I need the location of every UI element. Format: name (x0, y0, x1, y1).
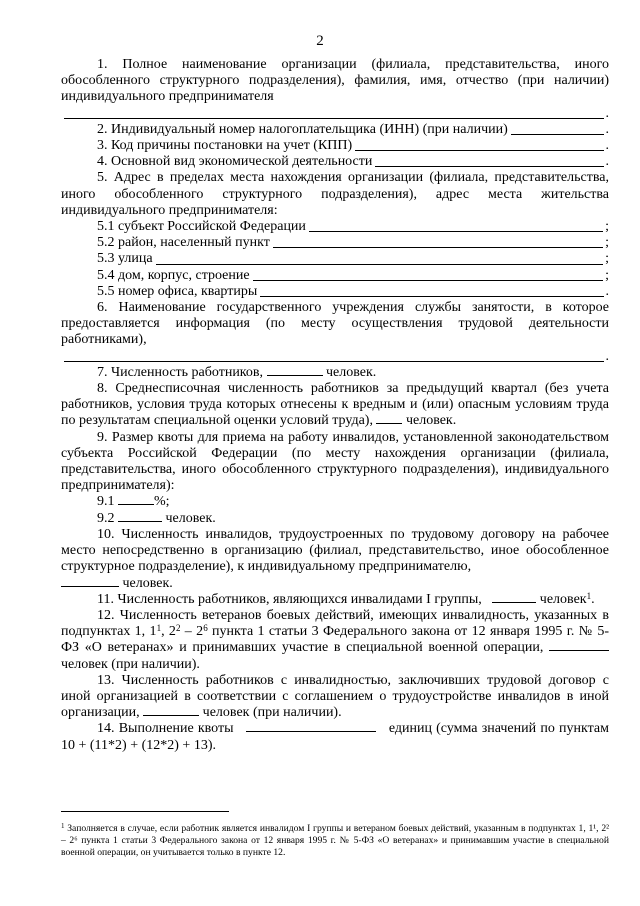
item-13-unit: человек (при наличии). (202, 705, 342, 721)
footnote-text: Заполняется в случае, если работник является инвалидом I группы и ветераном боевых действий, указанным в подпунктах 1, 1¹, 2² – 2⁶ пункта 1 статьи 3 Федерального закона от 12 января 1995 г. № 5-ФЗ «О ветеранах» и принимавшим участие в специальной военной операции, он учитывается только в пункте 12. (61, 823, 609, 858)
item-2-blank[interactable] (511, 133, 604, 135)
item-9-1-blank[interactable] (118, 503, 154, 505)
item-10-text: 10. Численность инвалидов, трудоустроенных по трудовому договору на рабочее место непосредственно в организацию (филиал, представительство, иное обособленное структурное подразделение), к индивидуальному предпринимателю, (61, 526, 609, 575)
item-9 (61, 430, 609, 495)
item-7-text: 7. Численность работников, (97, 364, 264, 380)
item-5-1: 5.1 субъект Российской Федерации ; (97, 219, 609, 235)
item-5-5: 5.5 номер офиса, квартиры . (97, 283, 609, 299)
item-5-3-blank[interactable] (156, 263, 604, 265)
item-12-unit: человек (при наличии). (61, 656, 200, 672)
item-6-text: 6. Наименование государственного учреждения службы занятости, в которое предоставляется информация (по месту осуществления трудовой деятельности работниками), (61, 300, 609, 348)
item-12-text-b: , 2 (161, 624, 176, 640)
item-5-3: 5.3 улица ; (97, 251, 609, 267)
item-14-blank[interactable] (246, 730, 376, 732)
form-body (61, 57, 609, 754)
item-12-text-c: – 2 (180, 624, 204, 640)
item-1-text: 1. Полное наименование организации (филиала, представительства, иного обособленного структурного подразделения), фамилия, имя, отчество (при наличии) индивидуального предпринимателя (61, 57, 609, 105)
item-9-2-label: 9.2 (97, 510, 115, 526)
item-12-sup-3: 6 (203, 623, 208, 634)
item-1-blank[interactable] (64, 117, 604, 119)
item-2: 2. Индивидуальный номер налогоплательщика (ИНН) (при наличии) . (97, 121, 609, 137)
item-14-text: 14. Выполнение квоты (97, 721, 234, 737)
item-3: 3. Код причины постановки на учет (КПП) . (97, 138, 609, 154)
footnote (61, 820, 609, 859)
item-5-1-blank[interactable] (309, 230, 603, 232)
item-10-unit: человек. (122, 575, 173, 591)
item-5-5-label: 5.5 номер офиса, квартиры (97, 283, 258, 299)
item-13 (61, 673, 609, 722)
item-12-sup-2: 2 (175, 623, 181, 634)
item-5-2: 5.2 район, населенный пункт ; (97, 235, 609, 251)
item-8 (61, 381, 609, 430)
item-12-text-d: пункта 1 статьи 3 Федерального закона от 12 января 1995 г. № 5-ФЗ «О ветеранах» и принимавших участие в специальной военной операции, (61, 624, 609, 656)
item-5-text: 5. Адрес в пределах места нахождения организации (филиала, представительства, иного обособленного структурного подразделения), адрес места жительства индивидуального предпринимателя: (61, 170, 609, 218)
item-10-blank[interactable] (61, 585, 119, 587)
item-3-blank[interactable] (355, 149, 603, 151)
item-11-unit: человек (539, 591, 587, 607)
item-8-unit: человек. (405, 413, 457, 429)
item-12-sup-1: 1 (156, 623, 162, 634)
item-12-text-a: 12. Численность ветеранов боевых действий, имеющих инвалидность, указанных в подпунктах 1, 1 (61, 607, 609, 640)
footnote-ref[interactable]: 1 (586, 590, 592, 601)
item-11-blank[interactable] (492, 601, 536, 603)
item-13-blank[interactable] (143, 714, 199, 716)
footnote-mark: 1 (61, 822, 65, 830)
item-4: 4. Основной вид экономической деятельности . (97, 154, 609, 170)
item-6-answer-line: . (61, 349, 609, 365)
item-6-blank[interactable] (64, 360, 604, 362)
item-5-2-blank[interactable] (273, 246, 603, 248)
item-4-blank[interactable] (375, 165, 603, 167)
item-7-unit: человек. (326, 364, 377, 380)
item-9-1-label: 9.1 (97, 494, 115, 510)
page-number: 2 (316, 33, 324, 49)
item-5 (61, 170, 609, 219)
item-14-unit: единиц (сумма значений по пунктам 10 + (11*2) + (12*2) + 13). (61, 721, 609, 753)
item-11: 11. Численность работников, являющихся инвалидами I группы, человек$^1$. (97, 590, 595, 607)
item-14 (61, 721, 609, 753)
item-5-2-label: 5.2 район, населенный пункт (97, 235, 270, 251)
item-9-1-unit: %; (154, 494, 170, 510)
item-9-1 (61, 494, 609, 510)
item-12 (61, 608, 609, 673)
item-5-3-label: 5.3 улица (97, 251, 153, 267)
item-1 (61, 57, 609, 106)
item-13-text: 13. Численность работников с инвалидностью, заключивших трудовой договор с иной организацией в соответствии с соглашением о трудоустройстве инвалидов в иной организации, (61, 672, 609, 721)
item-9-2-blank[interactable] (118, 520, 162, 522)
footnote-divider (61, 811, 229, 812)
item-8-text: 8. Среднесписочная численность работников за предыдущий квартал (без учета работников, условия труда которых отнесены к вредным и (или) опасным условиям труда по результатам специальной оценки условий труда), (61, 381, 609, 429)
item-11-text: 11. Численность работников, являющихся инвалидами I группы, (97, 591, 482, 607)
item-10 (61, 527, 609, 592)
item-5-4-label: 5.4 дом, корпус, строение (97, 267, 250, 283)
item-9-2-unit: человек. (165, 510, 216, 526)
item-2-text: 2. Индивидуальный номер налогоплательщика (ИНН) (при наличии) (97, 121, 508, 137)
item-3-text: 3. Код причины постановки на учет (КПП) (97, 138, 353, 154)
item-5-5-blank[interactable] (260, 295, 603, 297)
item-9-2 (61, 511, 609, 527)
item-9-text: 9. Размер квоты для приема на работу инвалидов, установленной законодательством субъекта Российской Федерации (по месту нахождения организации (филиала, представительства, иного обособленного структурного подразделения), индивидуального предпринимателя): (61, 429, 609, 494)
item-1-answer-line: . (61, 106, 609, 122)
item-12-blank[interactable] (549, 649, 609, 651)
item-5-1-label: 5.1 субъект Российской Федерации (97, 219, 306, 235)
item-4-text: 4. Основной вид экономической деятельности (97, 154, 373, 170)
item-5-4: 5.4 дом, корпус, строение ; (97, 267, 609, 283)
item-7 (61, 365, 609, 381)
item-8-blank[interactable] (376, 422, 402, 424)
item-6 (61, 300, 609, 349)
item-5-4-blank[interactable] (253, 279, 604, 281)
item-7-blank[interactable] (267, 374, 323, 376)
